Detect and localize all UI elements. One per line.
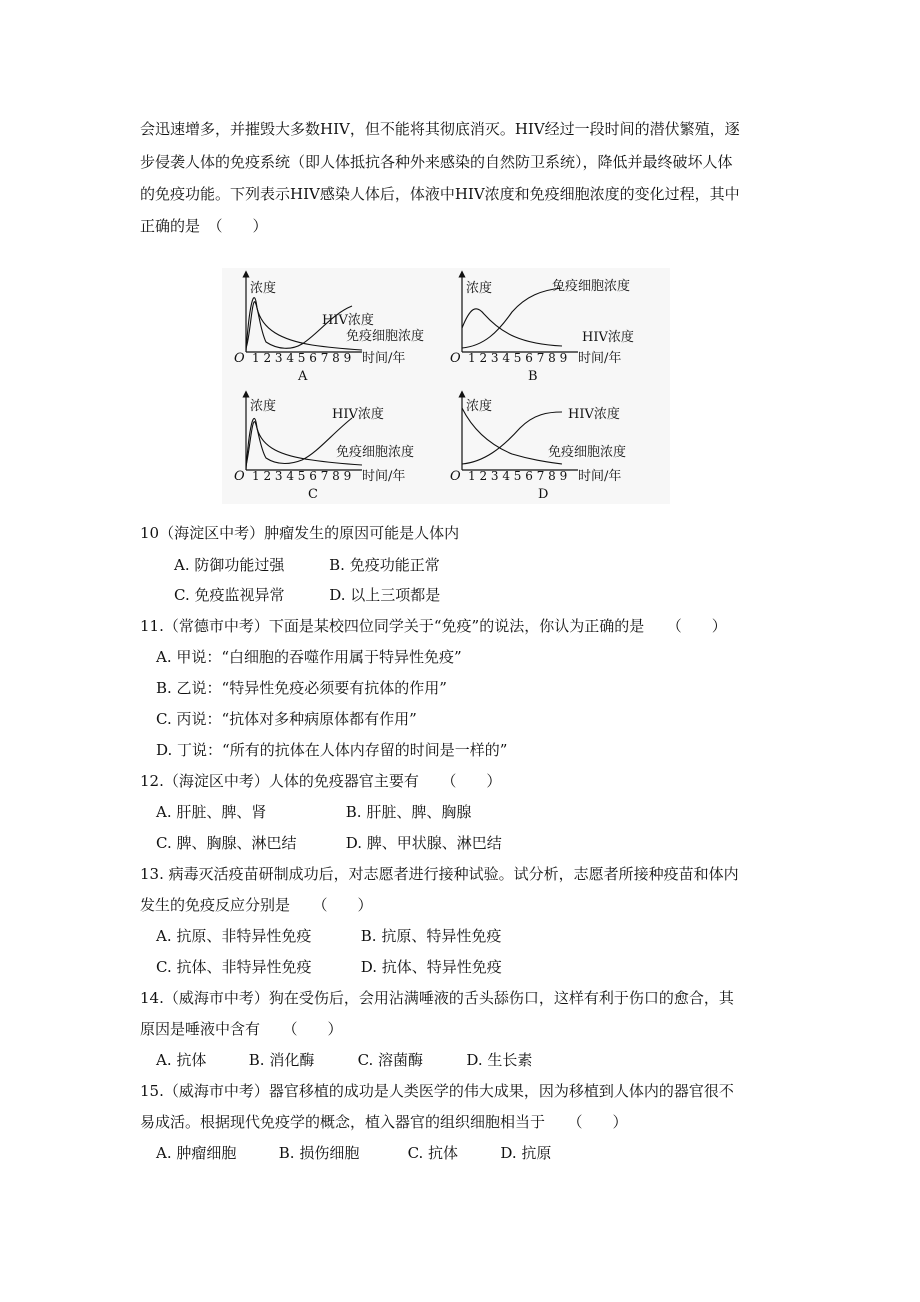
panel-b-ylabel: 浓度	[466, 281, 493, 296]
q14-option-b: B. 消化酶	[248, 1051, 315, 1069]
panel-a-xticks: 1 2 3 4 5 6 7 8 9	[252, 351, 352, 365]
q13-stem-line1: 13. 病毒灭活疫苗研制成功后，对志愿者进行接种试验。试分析，志愿者所接种疫苗和体内	[140, 865, 739, 883]
panel-c-letter: C	[308, 487, 318, 502]
hiv-graphs-figure	[222, 268, 670, 504]
panel-a-label-top: HIV浓度	[322, 313, 374, 328]
q10-stem: 10（海淀区中考）肿瘤发生的原因可能是人体内	[140, 524, 460, 542]
q12-option-c: C. 脾、胸腺、淋巴结	[156, 834, 297, 852]
q13-option-a: A. 抗原、非特异性免疫	[156, 927, 312, 945]
panel-b-label-top: 免疫细胞浓度	[552, 279, 631, 294]
q10-option-b: B. 免疫功能正常	[329, 556, 440, 574]
panel-c-xlabel: 时间/年	[362, 469, 406, 484]
q12-options-row1	[156, 802, 471, 822]
q14-option-d: D. 生长素	[466, 1051, 533, 1069]
q12-option-a: A. 肝脏、脾、肾	[156, 803, 267, 821]
q13-option-d: D. 抗体、特异性免疫	[360, 958, 502, 976]
intro-line-3: 的免疫功能。下列表示HIV感染人体后，体液中HIV浓度和免疫细胞浓度的变化过程，其中	[140, 185, 740, 203]
q10-options-row2	[174, 585, 440, 605]
q12-stem: 12.（海淀区中考）人体的免疫器官主要有 （ ）	[140, 772, 502, 790]
q14-option-c: C. 溶菌酶	[357, 1051, 424, 1069]
q14-stem-line1: 14.（威海市中考）狗在受伤后，会用沾满唾液的舌头舔伤口，这样有利于伤口的愈合，其	[140, 989, 734, 1007]
q14-option-a: A. 抗体	[156, 1051, 207, 1069]
panel-a	[234, 274, 424, 384]
q12-option-d: D. 脾、甲状腺、淋巴结	[345, 834, 502, 852]
panel-c-xticks: 1 2 3 4 5 6 7 8 9	[252, 469, 352, 483]
panel-a-ylabel: 浓度	[250, 281, 277, 296]
q11-stem: 11.（常德市中考）下面是某校四位同学关于“免疫”的说法，你认为正确的是 （ ）	[140, 617, 727, 635]
hiv-graphs-svg	[222, 268, 670, 504]
q15-option-d: D. 抗原	[500, 1144, 552, 1162]
q13-options-row2	[156, 957, 502, 977]
q14-options-row	[156, 1050, 532, 1070]
panel-b-letter: B	[528, 369, 538, 384]
q11-option-a: A. 甲说：“白细胞的吞噬作用属于特异性免疫”	[156, 648, 462, 666]
panel-b-label-bottom: HIV浓度	[582, 330, 634, 345]
panel-c-origin: O	[234, 469, 245, 484]
panel-b-immune-curve	[462, 288, 562, 348]
q13-stem-line2: 发生的免疫反应分别是 （ ）	[140, 896, 373, 914]
panel-d-ylabel: 浓度	[466, 399, 493, 414]
panel-d-xticks: 1 2 3 4 5 6 7 8 9	[468, 469, 568, 483]
q10-options-row1	[174, 555, 440, 575]
intro-line-4: 正确的是 （ ）	[140, 217, 268, 235]
q10-option-c: C. 免疫监视异常	[174, 586, 285, 604]
panel-c-label-bottom: 免疫细胞浓度	[336, 445, 415, 460]
q15-option-a: A. 肿瘤细胞	[156, 1144, 237, 1162]
panel-b-xlabel: 时间/年	[578, 351, 622, 366]
q13-option-b: B. 抗原、特异性免疫	[360, 927, 502, 945]
q15-option-b: B. 损伤细胞	[278, 1144, 360, 1162]
panel-b	[450, 274, 634, 384]
panel-d-hiv-curve	[462, 412, 562, 464]
intro-line-2: 步侵袭人体的免疫系统（即人体抵抗各种外来感染的自然防卫系统），降低并最终破坏人体	[140, 153, 733, 171]
panel-d-label-bottom: 免疫细胞浓度	[548, 445, 627, 460]
panel-d-xlabel: 时间/年	[578, 469, 622, 484]
q12-options-row2	[156, 833, 502, 853]
q11-option-b: B. 乙说：“特异性免疫必须要有抗体的作用”	[156, 679, 447, 697]
q12-option-b: B. 肝脏、脾、胸腺	[345, 803, 472, 821]
q13-options-row1	[156, 926, 501, 946]
panel-c	[234, 394, 414, 502]
panel-a-origin: O	[234, 351, 245, 366]
panel-b-hiv-curve	[462, 309, 562, 346]
q15-options-row	[156, 1143, 551, 1163]
panel-a-letter: A	[298, 369, 308, 384]
panel-a-xlabel: 时间/年	[362, 351, 406, 366]
panel-c-label-top: HIV浓度	[332, 407, 384, 422]
q14-stem-line2: 原因是唾液中含有 （ ）	[140, 1020, 343, 1038]
intro-line-1: 会迅速增多，并摧毁大多数HIV，但不能将其彻底消灭。HIV经过一段时间的潜伏繁殖，逐	[140, 120, 740, 138]
q15-stem-line2: 易成活。根据现代免疫学的概念，植入器官的组织细胞相当于 （ ）	[140, 1113, 628, 1131]
panel-d-letter: D	[538, 487, 549, 502]
q11-option-c: C. 丙说：“抗体对多种病原体都有作用”	[156, 710, 417, 728]
panel-c-ylabel: 浓度	[250, 399, 277, 414]
panel-b-xticks: 1 2 3 4 5 6 7 8 9	[468, 351, 568, 365]
panel-b-origin: O	[450, 351, 461, 366]
q13-option-c: C. 抗体、非特异性免疫	[156, 958, 312, 976]
panel-d-origin: O	[450, 469, 461, 484]
q15-stem-line1: 15.（威海市中考）器官移植的成功是人类医学的伟大成果，因为移植到人体内的器官很不	[140, 1082, 734, 1100]
panel-a-label-bottom: 免疫细胞浓度	[346, 329, 425, 344]
panel-d	[450, 394, 626, 502]
q10-option-d: D. 以上三项都是	[329, 586, 441, 604]
q10-option-a: A. 防御功能过强	[174, 556, 285, 574]
q11-option-d: D. 丁说：“所有的抗体在人体内存留的时间是一样的”	[156, 741, 508, 759]
q15-option-c: C. 抗体	[407, 1144, 459, 1162]
panel-d-label-top: HIV浓度	[568, 407, 620, 422]
